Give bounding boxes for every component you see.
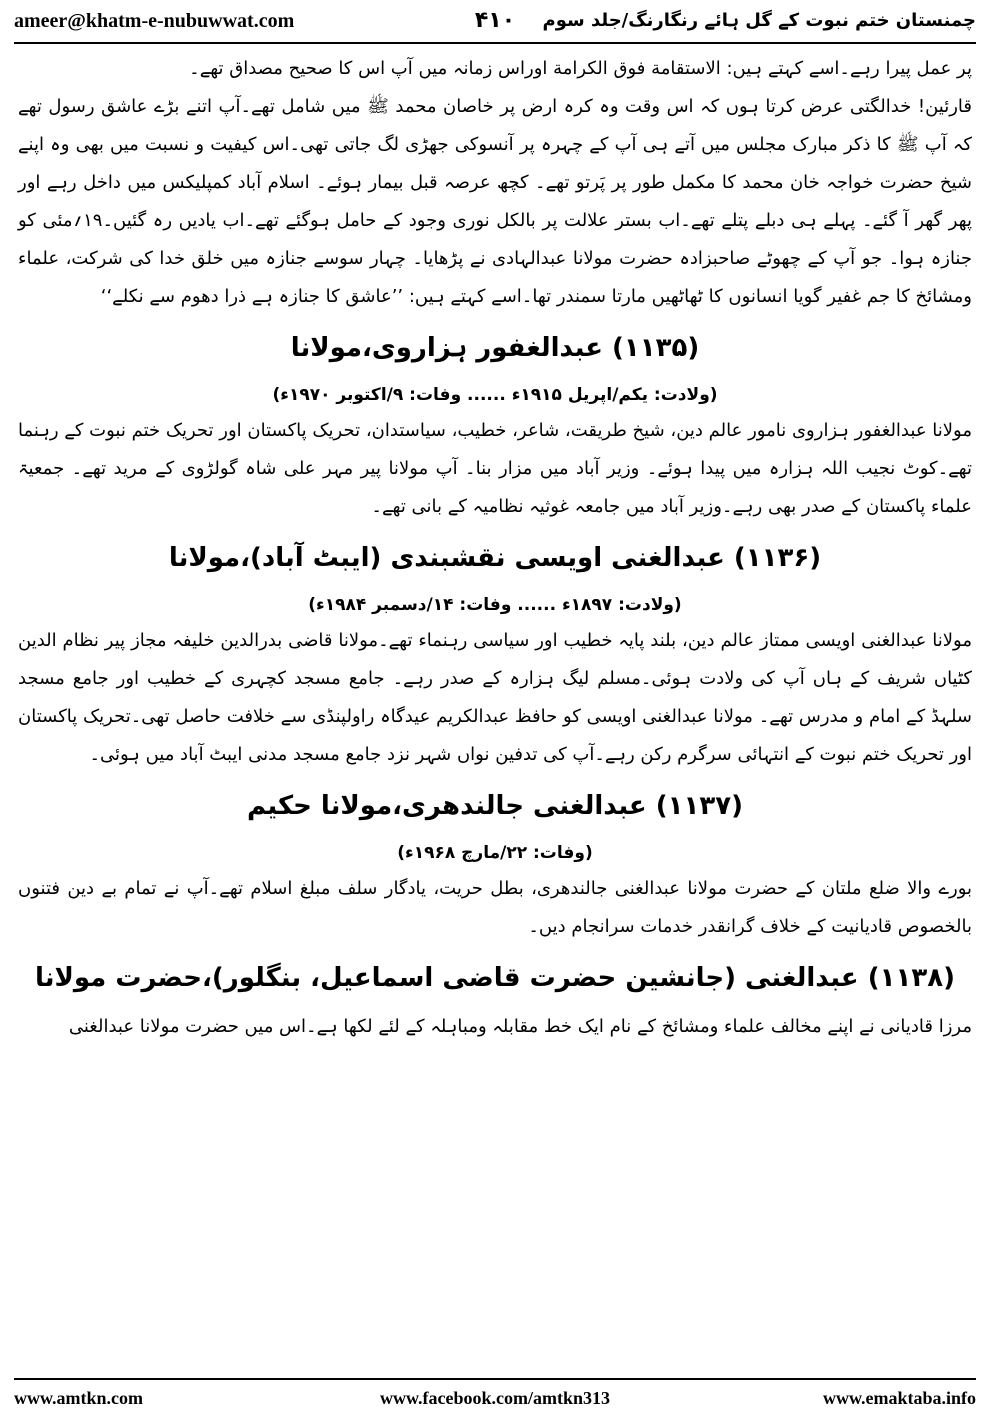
page-number: ۴۱۰ (474, 8, 516, 33)
entry-heading-1138: (۱۱۳۸) عبدالغنی (جانشین حضرت قاضی اسماعیل، بنگلور)،حضرت مولانا (35, 963, 955, 993)
entry-body-1138: مرزا قادیانی نے اپنے مخالف علماء ومشائخ کے نام ایک خط مقابلہ ومباہلہ کے لئے لکھا ہے۔اس میں حضرت مولانا عبدالغنی (68, 1016, 972, 1037)
entry-heading-1135: (۱۱۳۵) عبدالغفور ہزاروی،مولانا (290, 333, 700, 363)
footer-link-facebook[interactable]: www.facebook.com/amtkn313 (380, 1388, 610, 1408)
footer-link-amtkn[interactable]: www.amtkn.com (14, 1388, 143, 1408)
intro-paragraph-1: پر عمل پیرا رہے۔اسے کہتے ہیں: الاستقامة فوق الکرامة اوراس زمانہ میں آپ اس کا صحیح مصداق تھے۔ (189, 58, 972, 79)
entry-dates-1136: (ولادت: ۱۸۹۷ء ...... وفات: ۱۴/دسمبر ۱۹۸۴ء) (308, 595, 682, 615)
intro-paragraph-2: قارئین! خدالگتی عرض کرتا ہوں کہ اس وقت وہ کرہ ارض پر خاصان محمد ﷺ میں شامل تھے۔آپ اتنے بڑے عاشق رسول تھے کہ آپ ﷺ کا ذکر مبارک مجلس میں آتے ہی آپ کے چہرہ پر آنسوکی جھڑی لگ جاتی تھی۔اس کیفیت و نسبت میں بھی وہ اپنے شیخ حضرت خواجہ خان محمد کا مکمل طور پر پَرتو تھے۔ کچھ عرصہ قبل بیمار ہوئے۔ اسلام آباد کمپلیکس میں داخل رہے اور پھر گھر آ گئے۔ پہلے ہی دبلے پتلے تھے۔اب بستر علالت پر بالکل نوری وجود کے حامل ہوگئے تھے۔اب یادیں رہ گئیں۔۱۹؍مئی کو جنازہ ہوا۔ جو آپ کے چھوٹے صاحبزادہ حضرت مولانا عبدالہادی نے پڑھایا۔ چہار سوسے جنازہ میں خلق خدا کی شرکت، علماء ومشائخ کا جم غفیر گویا انسانوں کا ٹھاٹھیں مارتا سمندر تھا۔اسے کہتے ہیں: ’’عاشق کا جنازہ ہے ذرا دھوم سے نکلے‘‘ (18, 96, 972, 307)
entry-heading-1136: (۱۱۳۶) عبدالغنی اویسی نقشبندی (ایبٹ آباد)،مولانا (168, 543, 822, 573)
footer-link-emaktaba[interactable]: www.emaktaba.info (822, 1388, 976, 1408)
header-email: ameer@khatm-e-nubuwwat.com (14, 10, 295, 32)
entry-body-1137: بورے والا ضلع ملتان کے حضرت مولانا عبدالغنی جالندھری، بطل حریت، یادگار سلف مبلغ اسلام تھے۔آپ نے تمام بے دین فتنوں بالخصوص قادیانیت کے خلاف گرانقدر خدمات سرانجام دیں۔ (18, 878, 972, 937)
entry-dates-1137: (وفات: ۲۲/مارچ ۱۹۶۸ء) (397, 843, 593, 863)
page-footer (14, 1378, 976, 1414)
page-content (18, 50, 972, 1046)
entry-heading-1137: (۱۱۳۷) عبدالغنی جالندھری،مولانا حکیم (246, 791, 744, 821)
entry-body-1136: مولانا عبدالغنی اویسی ممتاز عالم دین، بلند پایہ خطیب اور سیاسی رہنماء تھے۔مولانا قاضی بدرالدین خلیفہ مجاز پیر نظام الدین کٹیاں شریف کے ہاں آپ کی ولادت ہوئی۔مسلم لیگ ہزارہ کے صدر رہے۔ جامع مسجد کچہری کے خطیب اور جامع مسجد سلہڈ کے امام و مدرس تھے۔ مولانا عبدالغنی اویسی کو حافظ عبدالکریم عیدگاہ راولپنڈی سے خلافت حاصل تھی۔تحریک پاکستان اور تحریک ختم نبوت کے انتہائی سرگرم رکن رہے۔آپ کی تدفین نواں شہر نزد جامع مسجد مدنی ایبٹ آباد میں ہوئی۔ (18, 630, 972, 765)
entry-dates-1135: (ولادت: یکم/اپریل ۱۹۱۵ء ...... وفات: ۹/اکتوبر ۱۹۷۰ء) (272, 385, 718, 405)
page-header (14, 8, 976, 44)
entry-body-1135: مولانا عبدالغفور ہزاروی نامور عالم دین، شیخ طریقت، شاعر، خطیب، سیاستدان، تحریک پاکستان اور تحریک ختم نبوت کے رہنما تھے۔کوٹ نجیب اللہ ہزارہ میں پیدا ہوئے۔ وزیر آباد میں مزار بنا۔ آپ مولانا پیر مہر علی شاہ گولڑوی کے مرید تھے۔ جمعیۃ علماء پاکستان کے صدر بھی رہے۔وزیر آباد میں جامعہ غوثیہ نظامیہ کے بانی تھے۔ (18, 420, 972, 517)
book-title: چمنستان ختم نبوت کے گل ہائے رنگارنگ/جلد سوم (542, 10, 976, 31)
